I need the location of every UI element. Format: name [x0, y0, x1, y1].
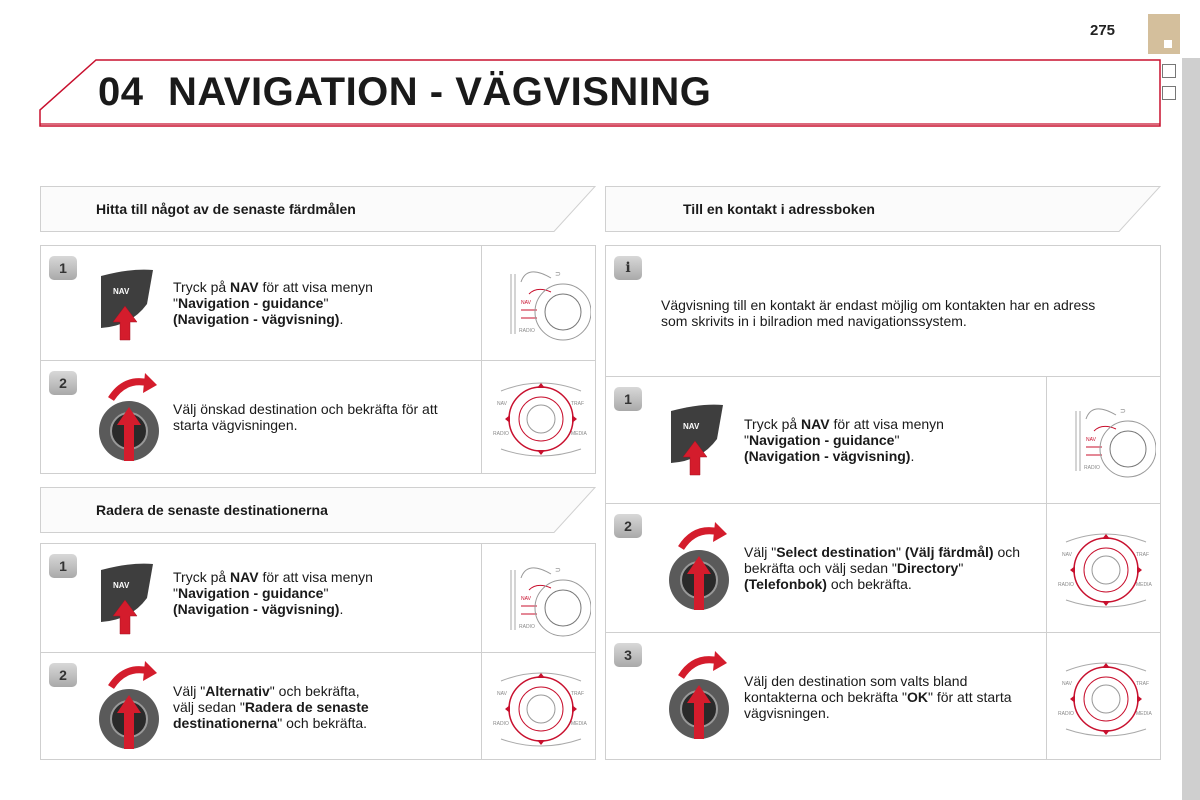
step-row [605, 503, 1161, 633]
step-instruction: Välj "Alternativ" och bekräfta, välj sedan "Radera de senaste destinationerna" och bekräfta. [173, 683, 369, 731]
svg-text:NAV: NAV [497, 401, 507, 407]
nav-panel-diagram-icon [1056, 391, 1156, 489]
svg-text:MEDIA: MEDIA [1136, 711, 1152, 717]
chapter-number: 04 [98, 70, 144, 114]
control-panel-diagram-icon [1056, 651, 1156, 743]
svg-text:MEDIA: MEDIA [571, 721, 587, 727]
chapter-tab[interactable] [1162, 64, 1176, 78]
section-header-contact-directory [605, 186, 1161, 232]
step-instruction: Tryck på NAV för att visa menyn "Navigation - guidance" (Navigation - vägvisning). [173, 279, 373, 327]
svg-text:NAV: NAV [1086, 437, 1096, 443]
step-badge: 1 [49, 256, 77, 280]
step-instruction: Tryck på NAV för att visa menyn "Navigation - guidance" (Navigation - vägvisning). [173, 569, 373, 617]
dial-rotate-press-icon [91, 369, 171, 469]
svg-text:RADIO: RADIO [1058, 582, 1074, 588]
section-header-delete-destinations [40, 487, 596, 533]
step-row [605, 376, 1161, 504]
step-instruction: Välj "Select destination" (Välj färdmål) och bekräfta och välj sedan "Directory" (Telefonbok) och bekräfta. [744, 544, 1021, 592]
control-panel-diagram-icon [1056, 522, 1156, 614]
step-instruction: Välj den destination som valts bland kontakterna och bekräfta "OK" för att starta vägvisningen. [744, 673, 1012, 721]
step-instruction: Tryck på NAV för att visa menyn "Navigation - guidance" (Navigation - vägvisning). [744, 416, 944, 464]
side-rail [1182, 58, 1200, 800]
step-badge: 2 [49, 371, 77, 395]
section-header-recent-destinations [40, 186, 596, 232]
page-title: NAVIGATION - VÄGVISNING [168, 70, 712, 114]
info-box [605, 245, 1161, 377]
step-row [40, 360, 596, 474]
svg-text:NAV: NAV [521, 300, 531, 306]
nav-key-press-icon [91, 264, 161, 344]
section-title: Hitta till något av de senaste färdmålen [96, 201, 356, 217]
svg-text:MEDIA: MEDIA [571, 431, 587, 437]
section-title: Till en kontakt i adressboken [683, 201, 875, 217]
step-instruction: Välj önskad destination och bekräfta för att starta vägvisningen. [173, 401, 438, 433]
svg-text:RADIO: RADIO [1058, 711, 1074, 717]
nav-panel-diagram-icon [491, 254, 591, 352]
nav-key-label: NAV [113, 581, 130, 590]
step-row [40, 543, 596, 653]
svg-text:TRAF: TRAF [571, 691, 585, 697]
svg-text:RADIO: RADIO [1084, 465, 1100, 471]
page-number: 275 [1090, 22, 1116, 39]
svg-text:RADIO: RADIO [493, 721, 509, 727]
nav-key-press-icon [661, 399, 731, 479]
svg-text:TRAF: TRAF [571, 401, 585, 407]
chapter-tab[interactable] [1162, 86, 1176, 100]
step-badge: 1 [49, 554, 77, 578]
svg-text:NAV: NAV [1062, 552, 1072, 558]
control-panel-diagram-icon [491, 661, 591, 753]
nav-panel-diagram-icon [491, 550, 591, 648]
chapter-tab-active[interactable] [1148, 14, 1180, 54]
step-badge: 3 [614, 643, 642, 667]
step-row [40, 652, 596, 760]
svg-text:TRAF: TRAF [1136, 681, 1150, 687]
step-badge: 1 [614, 387, 642, 411]
step-badge: 2 [614, 514, 642, 538]
svg-text:NAV: NAV [497, 691, 507, 697]
step-row [40, 245, 596, 361]
control-panel-diagram-icon [491, 371, 591, 463]
svg-text:⊃: ⊃ [555, 567, 561, 574]
nav-key-press-icon [91, 558, 161, 638]
dial-rotate-press-icon [661, 647, 741, 747]
svg-text:NAV: NAV [1062, 681, 1072, 687]
dial-rotate-press-icon [661, 518, 741, 618]
step-badge: 2 [49, 663, 77, 687]
svg-text:TRAF: TRAF [1136, 552, 1150, 558]
nav-key-label: NAV [113, 287, 130, 296]
svg-text:⊃: ⊃ [555, 271, 561, 278]
info-text: Vägvisning till en kontakt är endast möjlig om kontakten har en adress som skrivits in i bilradion med navigationssystem. [661, 297, 1096, 329]
svg-text:NAV: NAV [521, 596, 531, 602]
section-title: Radera de senaste destinationerna [96, 502, 328, 518]
step-row [605, 632, 1161, 760]
nav-key-label: NAV [683, 422, 700, 431]
info-icon: i [614, 256, 642, 280]
svg-text:RADIO: RADIO [493, 431, 509, 437]
dial-rotate-press-icon [91, 657, 171, 757]
svg-text:RADIO: RADIO [519, 624, 535, 630]
svg-text:⊃: ⊃ [1120, 408, 1126, 415]
svg-text:RADIO: RADIO [519, 328, 535, 334]
svg-text:MEDIA: MEDIA [1136, 582, 1152, 588]
